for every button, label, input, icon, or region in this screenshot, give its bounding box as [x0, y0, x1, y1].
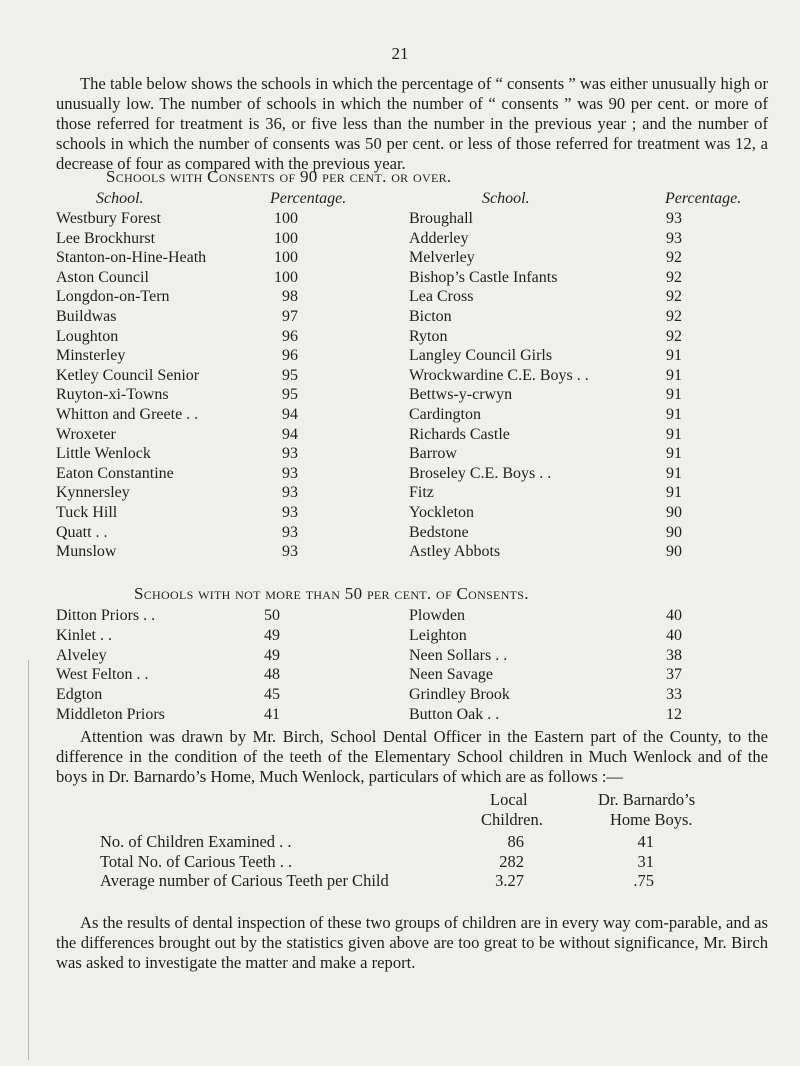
table-row — [0, 871, 800, 891]
attention-paragraph — [56, 727, 768, 787]
school-percentage: 40 — [666, 626, 682, 644]
table-row — [0, 627, 800, 647]
school-name: Neen Savage — [409, 666, 493, 684]
school-percentage: 92 — [666, 249, 682, 267]
school-percentage: 90 — [666, 543, 682, 561]
high-consents-heading — [106, 167, 451, 187]
school-name: Longdon-on-Tern — [56, 288, 170, 306]
school-name: Middleton Priors — [56, 706, 165, 723]
table-row — [0, 832, 800, 852]
dental-col-local-line1: Local — [490, 790, 528, 809]
school-name: Whitton and Greete . . — [56, 406, 199, 423]
school-percentage: 96 — [282, 347, 298, 365]
page-number: 21 — [391, 44, 409, 63]
school-percentage: 91 — [666, 484, 682, 502]
table-row — [0, 607, 800, 627]
school-name: Eaton Constantine — [56, 464, 174, 482]
school-name: Loughton — [56, 327, 119, 345]
conclusion-paragraph — [56, 913, 768, 973]
school-percentage: 37 — [666, 666, 682, 684]
school-percentage: 33 — [666, 686, 682, 704]
school-name: Ryton — [409, 327, 448, 345]
table-row — [0, 524, 800, 544]
school-name: Buildwas — [56, 308, 117, 325]
col-head-school-left: School. — [96, 190, 144, 207]
school-name: Stanton-on-Hine-Heath — [56, 249, 207, 267]
school-name: Astley Abbots — [409, 543, 501, 561]
school-name: West Felton . . — [56, 666, 149, 684]
school-name: Broseley C.E. Boys . . — [409, 464, 552, 482]
school-name: Neen Sollars . . — [409, 646, 508, 664]
table-row — [0, 445, 800, 465]
school-percentage: 100 — [274, 210, 298, 227]
high-consents-heading-text: Schools with Consents of 90 per cent. or over. — [106, 167, 452, 186]
school-percentage: 98 — [282, 288, 298, 306]
school-name: Bishop’s Castle Infants — [409, 268, 558, 286]
school-percentage: 93 — [666, 229, 682, 247]
school-percentage: 92 — [666, 288, 682, 306]
table-row — [0, 504, 800, 524]
dental-col-barnardo-line2: Home Boys. — [610, 810, 693, 829]
school-name: Button Oak . . — [409, 706, 500, 723]
school-name: Leighton — [409, 626, 467, 644]
school-name: Adderley — [409, 229, 469, 247]
school-name: Ditton Priors . . — [56, 607, 156, 624]
school-name: Barrow — [409, 445, 457, 463]
low-consents-heading — [134, 584, 529, 604]
school-name: Tuck Hill — [56, 504, 118, 521]
attention-text: Attention was drawn by Mr. Birch, School Dental Officer in the Eastern part of the County, to the difference in the condition of the teeth of the Elementary School children in Much Wenlock and of the boys in Dr. Barnardo’s Home, Much Wenlock, particulars of which are as follows :— — [56, 727, 768, 786]
table-row — [0, 288, 800, 308]
school-percentage: 91 — [666, 425, 682, 443]
dental-barnardo-value: 31 — [637, 851, 654, 871]
table-row — [0, 269, 800, 289]
table-row — [0, 367, 800, 387]
table-row — [0, 706, 800, 726]
school-percentage: 94 — [282, 425, 298, 443]
table-row — [0, 328, 800, 348]
school-percentage: 91 — [666, 386, 682, 404]
school-name: Bettws-y-crwyn — [409, 386, 513, 404]
school-name: Quatt . . — [56, 523, 108, 541]
dental-row-label: Total No. of Carious Teeth . . — [100, 851, 293, 871]
school-name: Ruyton-xi-Towns — [56, 386, 169, 404]
school-name: Munslow — [56, 543, 117, 561]
school-name: Lee Brockhurst — [56, 229, 156, 247]
school-percentage: 91 — [666, 366, 682, 384]
school-name: Bedstone — [409, 523, 469, 541]
conclusion-text: As the results of dental inspection of these two groups of children are in every way com-parable, and as the differences brought out by the statistics given above are too great to be without significance, Mr. Birch was asked to investigate the matter and make a report. — [56, 913, 768, 972]
school-percentage: 93 — [282, 523, 298, 541]
intro-paragraph — [56, 74, 768, 174]
table-row — [0, 249, 800, 269]
col-head-percentage-right: Percentage. — [665, 190, 742, 207]
dental-col-local-line2: Children. — [481, 810, 543, 829]
school-name: Grindley Brook — [409, 686, 510, 704]
school-percentage: 95 — [282, 366, 298, 384]
dental-local-value: 3.27 — [495, 871, 524, 890]
school-name: Wroxeter — [56, 425, 116, 443]
school-percentage: 92 — [666, 268, 682, 286]
table-row — [0, 386, 800, 406]
school-percentage: 90 — [666, 523, 682, 541]
school-name: Kinlet . . — [56, 626, 112, 644]
low-consents-heading-text: Schools with not more than 50 per cent. of Consents. — [134, 584, 529, 603]
dental-col-barnardo-line1: Dr. Barnardo’s — [598, 790, 696, 809]
school-percentage: 93 — [282, 464, 298, 482]
school-percentage: 90 — [666, 504, 682, 521]
table-row — [0, 347, 800, 367]
school-name: Little Wenlock — [56, 445, 151, 463]
school-percentage: 100 — [274, 268, 298, 286]
school-percentage: 91 — [666, 464, 682, 482]
school-percentage: 45 — [264, 686, 280, 704]
school-percentage: 100 — [274, 249, 298, 267]
school-name: Westbury Forest — [56, 210, 161, 227]
school-name: Yockleton — [409, 504, 475, 521]
school-name: Wrockwardine C.E. Boys . . — [409, 366, 589, 384]
school-percentage: 91 — [666, 406, 682, 423]
dental-row-label: Average number of Carious Teeth per Child — [100, 871, 389, 890]
school-percentage: 93 — [282, 504, 298, 521]
school-name: Melverley — [409, 249, 475, 267]
dental-barnardo-value: .75 — [633, 871, 654, 890]
school-name: Alveley — [56, 646, 107, 664]
school-percentage: 92 — [666, 308, 682, 325]
school-name: Bicton — [409, 308, 452, 325]
school-percentage: 93 — [282, 543, 298, 561]
dental-row-label: No. of Children Examined . . — [100, 832, 292, 851]
school-percentage: 97 — [282, 308, 298, 325]
school-name: Richards Castle — [409, 425, 510, 443]
dental-local-value: 86 — [507, 832, 524, 851]
table-row — [0, 308, 800, 328]
school-percentage: 95 — [282, 386, 298, 404]
col-head-school-right: School. — [482, 190, 530, 207]
school-percentage: 94 — [282, 406, 298, 423]
school-percentage: 48 — [264, 666, 280, 684]
school-name: Aston Council — [56, 268, 149, 286]
school-name: Broughall — [409, 210, 473, 227]
school-percentage: 49 — [264, 626, 280, 644]
school-name: Kynnersley — [56, 484, 130, 502]
dental-local-value: 282 — [499, 851, 524, 871]
table-row — [0, 406, 800, 426]
school-name: Plowden — [409, 607, 465, 624]
table-row — [0, 852, 800, 872]
school-name: Fitz — [409, 484, 434, 502]
school-percentage: 93 — [666, 210, 682, 227]
school-name: Lea Cross — [409, 288, 474, 306]
school-name: Langley Council Girls — [409, 347, 553, 365]
school-percentage: 93 — [282, 445, 298, 463]
table-row — [0, 230, 800, 250]
intro-text: The table below shows the schools in which the percentage of “ consents ” was either unusually high or unusually low. The number of schools in which the number of “ consents ” was 90 per cent. or more of those referred for treatment is 36, or five less than the number in the previous year ; and the number of schools in which the number of consents was 50 per cent. or less of those referred for treatment was 12, a decrease of four as compared with the previous year. — [56, 74, 768, 173]
school-percentage: 91 — [666, 445, 682, 463]
school-name: Minsterley — [56, 347, 126, 365]
school-percentage: 49 — [264, 646, 280, 664]
table-row — [0, 484, 800, 504]
table-row — [0, 543, 800, 563]
dental-barnardo-value: 41 — [637, 832, 654, 851]
school-percentage: 40 — [666, 607, 682, 624]
school-percentage: 92 — [666, 327, 682, 345]
table-row — [0, 647, 800, 667]
table-row — [0, 686, 800, 706]
school-percentage: 41 — [264, 706, 280, 723]
table-row — [0, 666, 800, 686]
table-row — [0, 210, 800, 230]
school-name: Edgton — [56, 686, 103, 704]
school-percentage: 91 — [666, 347, 682, 365]
school-name: Cardington — [409, 406, 481, 423]
school-percentage: 50 — [264, 607, 280, 624]
school-percentage: 96 — [282, 327, 298, 345]
table-row — [0, 465, 800, 485]
school-percentage: 12 — [666, 706, 682, 723]
school-name: Ketley Council Senior — [56, 366, 200, 384]
table-row — [0, 426, 800, 446]
col-head-percentage-left: Percentage. — [270, 190, 347, 207]
school-percentage: 100 — [274, 229, 298, 247]
school-percentage: 93 — [282, 484, 298, 502]
school-percentage: 38 — [666, 646, 682, 664]
